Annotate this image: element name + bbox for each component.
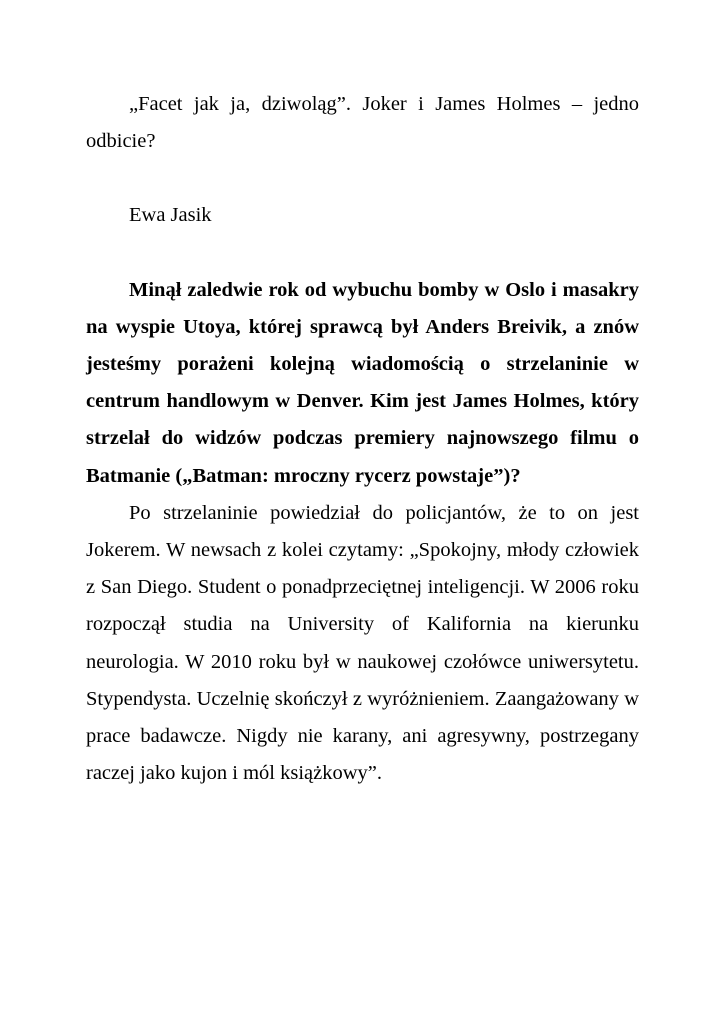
document-page (86, 86, 639, 792)
article-author: Ewa Jasik (129, 204, 212, 227)
article-lead-paragraph: Minął zaledwie rok od wybuchu bomby w Oslo i masakry na wyspie Utoya, której sprawcą był Anders Breivik, a znów jesteśmy porażeni kolejną wiadomością o strzelaninie w centrum handlowym w Denver. Kim jest James Holmes, który strzelał do widzów podczas premiery najnowszego filmu o Batmanie („Batman: mroczny rycerz powstaje”)? (86, 278, 639, 487)
article-body-paragraph: Po strzelaninie powiedział do policjantów, że to on jest Jokerem. W newsach z kolei czytamy: „Spokojny, młody człowiek z San Diego. Student o ponadprzeciętnej inteligencji. W 2006 roku rozpoczął studia na University of Kalifornia na kierunku neurologia. W 2010 roku był w naukowej czołówce uniwersytetu. Stypendysta. Uczelnię skończył z wyróżnieniem. Zaangażowany w prace badawcze. Nigdy nie karany, ani agresywny, postrzegany raczej jako kujon i mól książkowy”. (86, 501, 639, 785)
article-title: „Facet jak ja, dziwoląg”. Joker i James Holmes – jedno odbicie? (86, 93, 639, 153)
